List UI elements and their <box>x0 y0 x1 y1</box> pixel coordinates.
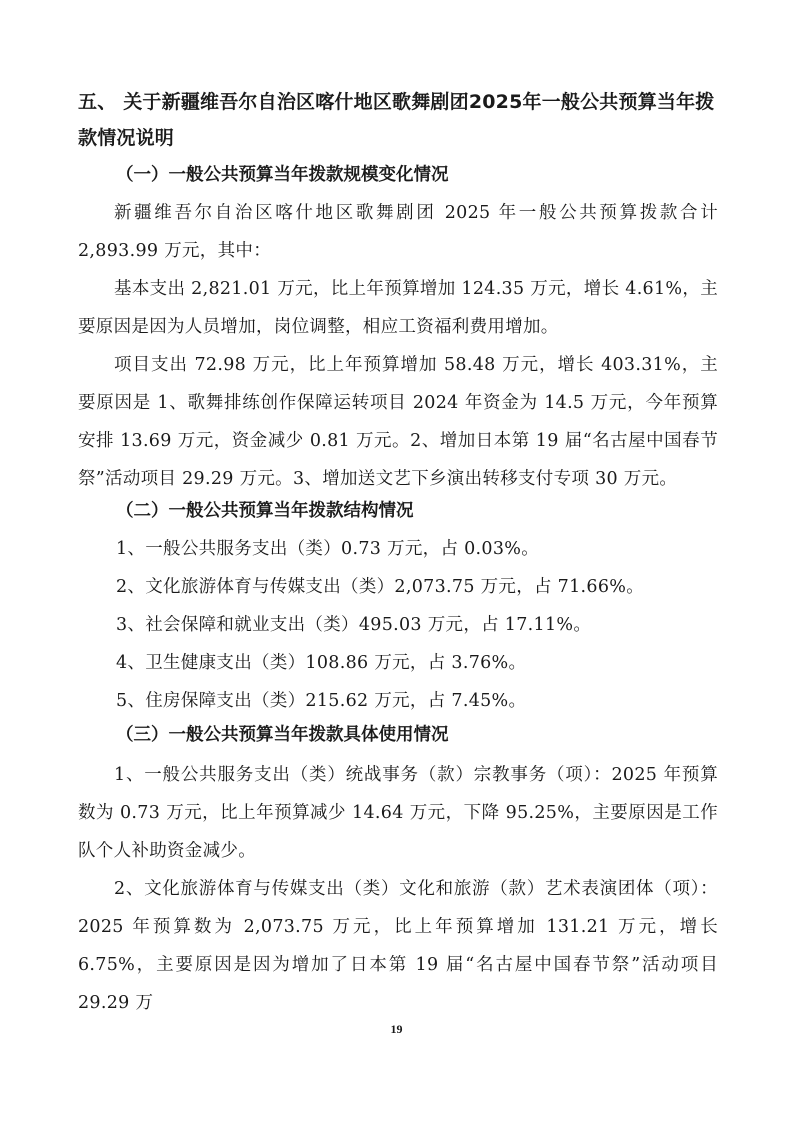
part3-paragraph-1: 1、一般公共服务支出（类）统战事务（款）宗教事务（项）：2025 年预算数为 0.73 万元，比上年预算减少 14.64 万元，下降 95.25%，主要原因是工作队个人补助资金减少。 <box>78 765 718 861</box>
page-number: 19 <box>390 1022 403 1036</box>
part3-heading: （三）一般公共预算当年拨款具体使用情况 <box>116 725 449 745</box>
structure-item-4: 4、卫生健康支出（类）108.86 万元，占 3.76%。 <box>116 653 527 673</box>
part1-project-paragraph: 项目支出 72.98 万元，比上年预算增加 58.48 万元，增长 403.31%，主要原因是 1、歌舞排练创作保障运转项目 2024 年资金为 14.5 万元，今年预算安排 13.69 万元，资金减少 0.81 万元。2、增加日本第 19 届“名古屋中国春节祭”活动项目 29.29 万元。3、增加送文艺下乡演出转移支付专项 30 万元。 <box>78 355 718 489</box>
part2-heading: （二）一般公共预算当年拨款结构情况 <box>116 501 414 521</box>
part1-basic-paragraph: 基本支出 2,821.01 万元，比上年预算增加 124.35 万元，增长 4.61%，主要原因是因为人员增加，岗位调整，相应工资福利费用增加。 <box>78 279 718 337</box>
structure-item-2: 2、文化旅游体育与传媒支出（类）2,073.75 万元，占 71.66%。 <box>116 577 645 597</box>
structure-item-1: 1、一般公共服务支出（类）0.73 万元，占 0.03%。 <box>116 539 540 559</box>
part3-paragraph-2: 2、文化旅游体育与传媒支出（类）文化和旅游（款）艺术表演团体（项）：2025 年预算数为 2,073.75 万元，比上年预算增加 131.21 万元，增长 6.75%，主要原因是因为增加了日本第 19 届“名古屋中国春节祭”活动项目 29.29 万 <box>78 879 718 1013</box>
part1-heading: （一）一般公共预算当年拨款规模变化情况 <box>116 165 449 185</box>
section-title: 五、 关于新疆维吾尔自治区喀什地区歌舞剧团2025年一般公共预算当年拨款情况说明 <box>78 91 715 149</box>
structure-item-3: 3、社会保障和就业支出（类）495.03 万元，占 17.11%。 <box>116 615 592 635</box>
part1-total-paragraph: 新疆维吾尔自治区喀什地区歌舞剧团 2025 年一般公共预算拨款合计 2,893.99 万元，其中： <box>78 203 718 261</box>
structure-item-5: 5、住房保障支出（类）215.62 万元，占 7.45%。 <box>116 691 527 711</box>
